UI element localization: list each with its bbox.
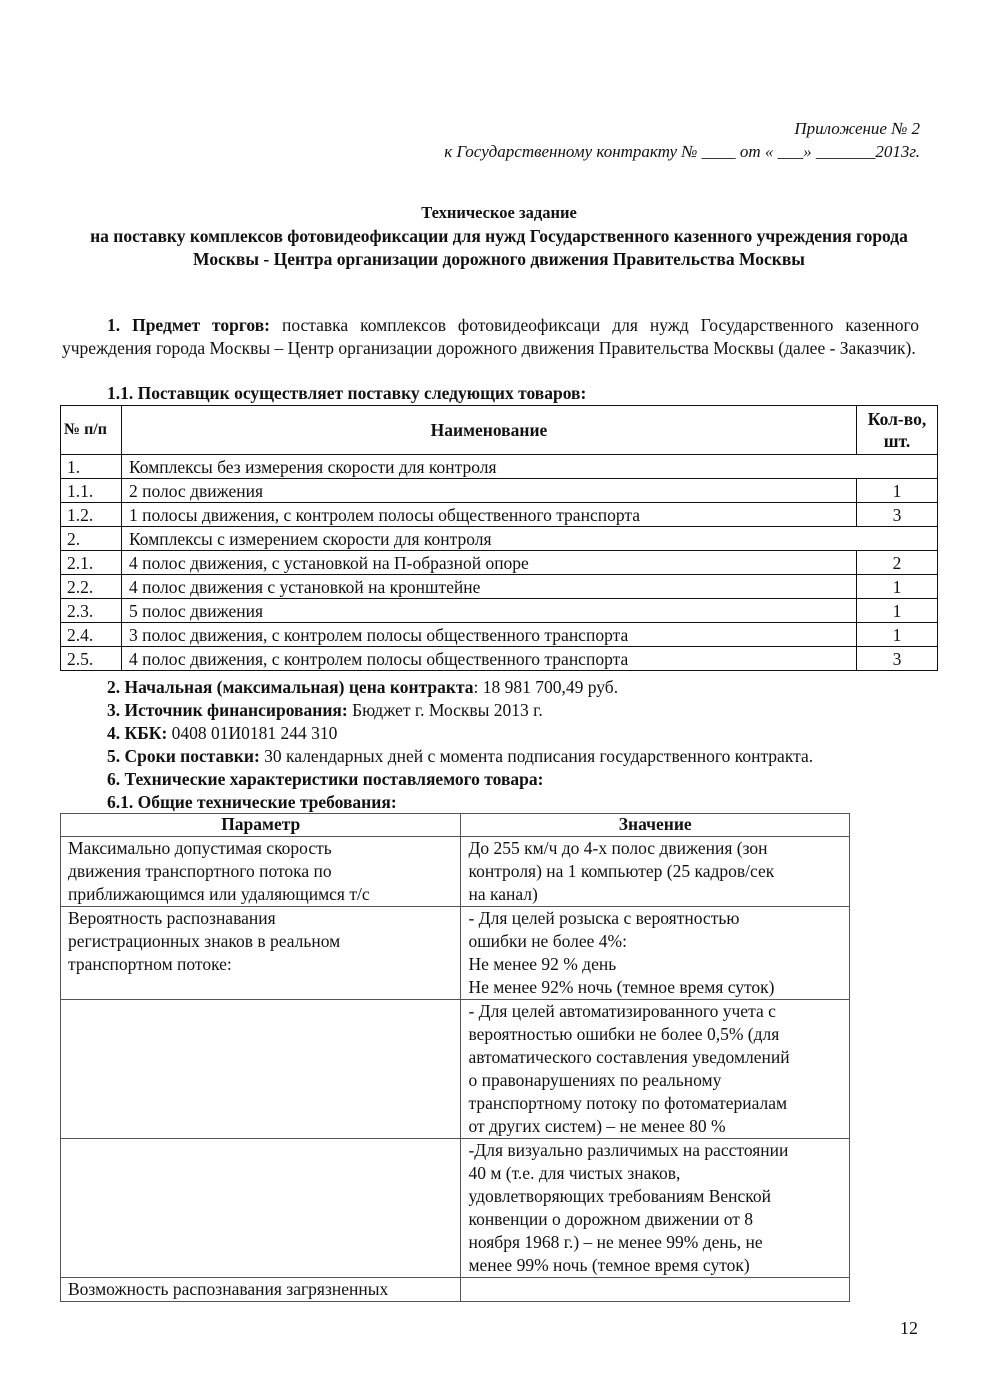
value-line: о правонарушениях по реальному (468, 1070, 722, 1090)
param-line: Вероятность распознавания (68, 908, 276, 928)
table-row (61, 551, 938, 575)
appendix-contract-ref: к Государственному контракту № ____ от « ___» _______2013г. (444, 142, 920, 161)
table-row (61, 647, 938, 671)
row-num: 2.1. (61, 551, 122, 575)
value-line: конвенции о дорожном движении от 8 (468, 1209, 754, 1229)
row-qty: 1 (857, 599, 938, 623)
funding-label: 3. Источник финансирования: (107, 700, 348, 720)
title-line-2: на поставку комплексов фотовидеофиксации для нужд Государственного казенного учреждения города Москвы - Центра организации дорожного движения Правительства Москвы (90, 225, 908, 269)
row-qty: 3 (857, 503, 938, 527)
value-cell (461, 1000, 850, 1139)
table-row (61, 575, 938, 599)
value-line: Не менее 92% ночь (темное время суток) (468, 977, 775, 997)
spec-table-header (61, 814, 850, 837)
param-line: движения транспортного потока по (68, 861, 332, 881)
table-row (61, 907, 850, 1000)
row-name: 4 полос движения с установкой на кронштейне (122, 575, 857, 599)
col-header-num: № п/п (61, 406, 122, 455)
table-row (61, 479, 938, 503)
item-price (107, 676, 937, 699)
item-terms (107, 745, 937, 768)
col-header-name: Наименование (122, 406, 857, 455)
funding-value: Бюджет г. Москвы 2013 г. (347, 700, 543, 720)
table-row-section (61, 527, 938, 551)
section-6-heading: 6. Технические характеристики поставляемого товара: (107, 769, 544, 789)
price-label: 2. Начальная (максимальная) цена контракта (107, 677, 474, 697)
table-row (61, 503, 938, 527)
param-cell (61, 837, 461, 907)
value-line: 40 м (т.е. для чистых знаков, (468, 1163, 681, 1183)
row-num: 2.4. (61, 623, 122, 647)
section-1-subject (62, 314, 919, 359)
row-num: 1. (61, 455, 122, 479)
kbk-value: 0408 01И0181 244 310 (167, 723, 338, 743)
value-line: менее 99% ночь (темное время суток) (468, 1255, 750, 1275)
table-row (61, 623, 938, 647)
row-name: 4 полос движения, с установкой на П-образной опоре (122, 551, 857, 575)
row-name: 5 полос движения (122, 599, 857, 623)
terms-label: 5. Сроки поставки: (107, 746, 260, 766)
table-row (61, 1000, 850, 1139)
kbk-label: 4. КБК: (107, 723, 168, 743)
row-num: 2. (61, 527, 122, 551)
value-line: Не менее 92 % день (468, 954, 617, 974)
row-num: 2.2. (61, 575, 122, 599)
value-line: ноября 1968 г.) – не менее 99% день, не (468, 1232, 763, 1252)
row-name: 4 полос движения, с контролем полосы общественного транспорта (122, 647, 857, 671)
section-1-label: 1. Предмет торгов: (107, 315, 271, 335)
value-line: До 255 км/ч до 4-х полос движения (зон (468, 838, 768, 858)
goods-table-header (61, 406, 938, 455)
title-line-1: Техническое задание (421, 203, 577, 222)
value-line: на канал) (468, 884, 538, 904)
row-num: 1.2. (61, 503, 122, 527)
row-num: 2.3. (61, 599, 122, 623)
goods-table (60, 405, 938, 671)
param-line: Возможность распознавания загрязненных (68, 1279, 389, 1299)
param-cell (61, 907, 461, 1000)
table-row (61, 599, 938, 623)
value-cell (461, 907, 850, 1000)
item-kbk (107, 722, 937, 745)
value-line: - Для целей автоматизированного учета с (468, 1001, 776, 1021)
table-row (61, 1278, 850, 1302)
row-num: 2.5. (61, 647, 122, 671)
row-name: 1 полосы движения, с контролем полосы общественного транспорта (122, 503, 857, 527)
row-qty: 1 (857, 575, 938, 599)
param-cell-empty (61, 1000, 461, 1139)
section-1-1-heading: 1.1. Поставщик осуществляет поставку следующих товаров: (107, 383, 587, 403)
row-name: Комплексы без измерения скорости для контроля (122, 455, 938, 479)
param-line: транспортном потоке: (68, 954, 232, 974)
value-line: ошибки не более 4%: (468, 931, 627, 951)
row-name: 3 полос движения, с контролем полосы общественного транспорта (122, 623, 857, 647)
row-qty: 1 (857, 623, 938, 647)
value-cell (461, 1139, 850, 1278)
table-row (61, 1139, 850, 1278)
row-num: 1.1. (61, 479, 122, 503)
appendix-number: Приложение № 2 (794, 119, 920, 138)
page-number: 12 (900, 1318, 918, 1338)
value-line: -Для визуально различимых на расстоянии (468, 1140, 789, 1160)
item-funding (107, 699, 937, 722)
param-line: регистрационных знаков в реальном (68, 931, 341, 951)
table-row (61, 837, 850, 907)
value-cell (461, 837, 850, 907)
row-name: Комплексы с измерением скорости для контроля (122, 527, 938, 551)
table-row-section (61, 455, 938, 479)
param-cell-empty (61, 1139, 461, 1278)
row-qty: 3 (857, 647, 938, 671)
value-line: удовлетворяющих требованиям Венской (468, 1186, 772, 1206)
value-line: вероятностью ошибки не более 0,5% (для (468, 1024, 780, 1044)
row-name: 2 полос движения (122, 479, 857, 503)
row-qty: 2 (857, 551, 938, 575)
col-header-param: Параметр (61, 814, 461, 837)
value-line: автоматического составления уведомлений (468, 1047, 790, 1067)
param-cell (61, 1278, 461, 1302)
param-line: приближающимся или удаляющимся т/с (68, 884, 370, 904)
value-cell-empty (461, 1278, 850, 1302)
param-line: Максимально допустимая скорость (68, 838, 332, 858)
row-qty: 1 (857, 479, 938, 503)
section-6-1-heading: 6.1. Общие технические требования: (107, 792, 397, 812)
appendix-header (444, 117, 920, 163)
value-line: - Для целей розыска с вероятностью (468, 908, 740, 928)
col-header-qty: Кол-во, шт. (857, 406, 938, 455)
spec-table (60, 813, 850, 1302)
section-1-text: поставка комплексов фотовидеофиксаци для нужд Государственного казенного учреждения города Москвы – Центр организации дорожного движения Правительства Москвы (далее - Заказчик). (62, 315, 919, 358)
price-value: : 18 981 700,49 руб. (473, 677, 619, 697)
col-header-value: Значение (461, 814, 850, 837)
value-line: от других систем) – не менее 80 % (468, 1116, 726, 1136)
terms-value: 30 календарных дней с момента подписания государственного контракта. (259, 746, 814, 766)
value-line: контроля) на 1 компьютер (25 кадров/сек (468, 861, 775, 881)
value-line: транспортному потоку по фотоматериалам (468, 1093, 788, 1113)
document-title (60, 201, 938, 272)
